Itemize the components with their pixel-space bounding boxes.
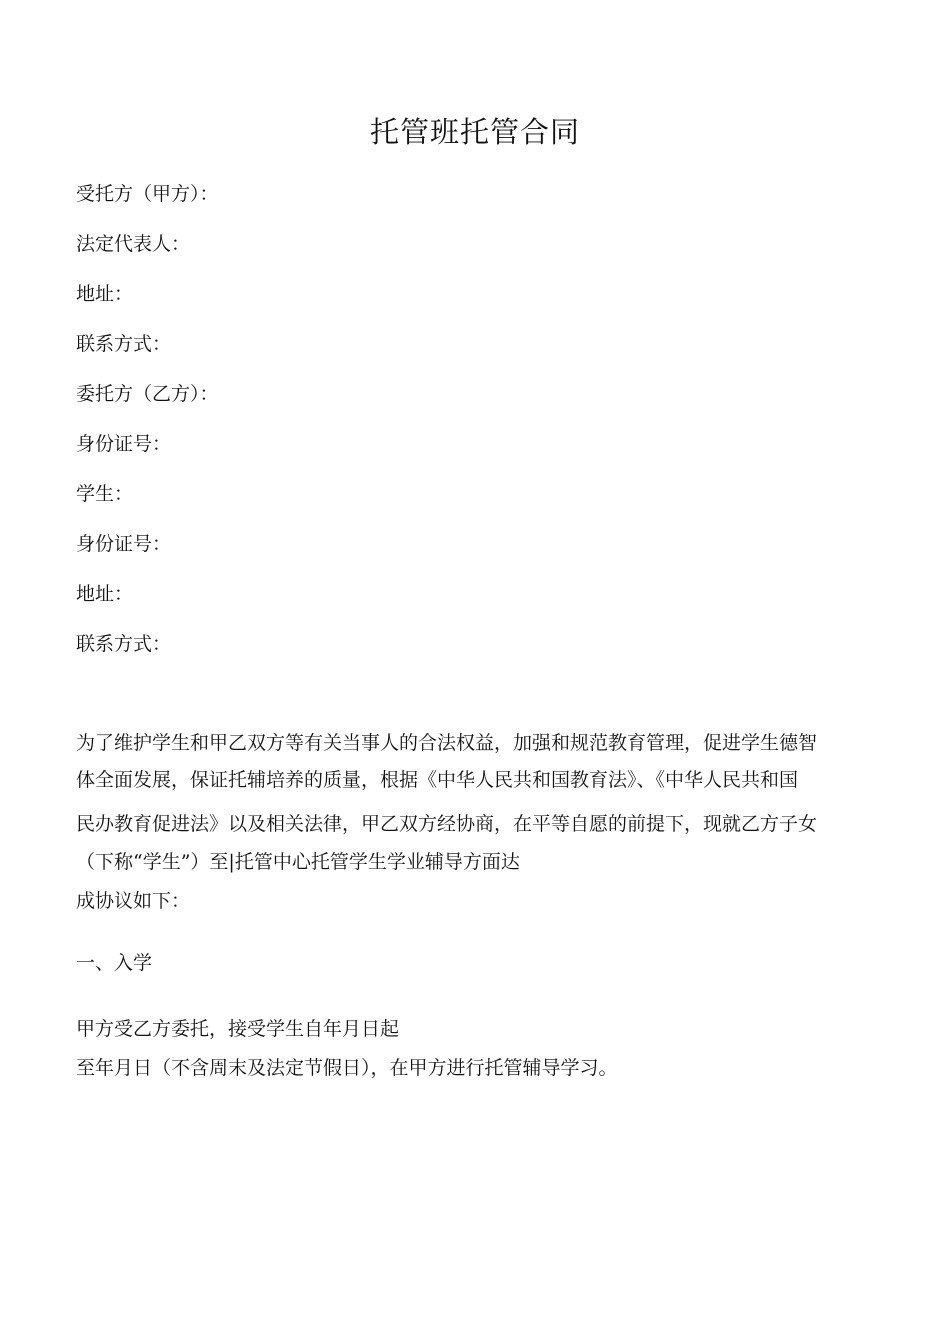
field-trustee-party-a: 受托方（甲方）： bbox=[76, 183, 219, 205]
field-legal-representative: 法定代表人： bbox=[76, 233, 191, 255]
preamble-line: 成协议如下： bbox=[76, 890, 191, 912]
section-line: 至年月日（不含周末及法定节假日），在甲方进行托管辅导学习。 bbox=[76, 1057, 618, 1079]
field-id-number-party-b: 身份证号： bbox=[76, 433, 172, 455]
field-address-party-b: 地址： bbox=[76, 583, 134, 605]
field-student: 学生： bbox=[76, 483, 134, 505]
section-heading-enrollment: 一、入学 bbox=[76, 952, 153, 974]
field-address-party-a: 地址： bbox=[76, 283, 134, 305]
field-client-party-b: 委托方（乙方）： bbox=[76, 383, 219, 405]
preamble-line: 民办教育促进法》以及相关法律，甲乙双方经协商，在平等自愿的前提下，现就乙方子女 bbox=[76, 813, 818, 835]
field-contact-party-b: 联系方式： bbox=[76, 633, 172, 655]
preamble-line: （下称“学生”）至|托管中心托管学生学业辅导方面达 bbox=[76, 851, 520, 873]
preamble-line: 体全面发展，保证托辅培养的质量，根据《中华人民共和国教育法》、《中华人民共和国 bbox=[76, 769, 799, 791]
preamble-line: 为了维护学生和甲乙双方等有关当事人的合法权益，加强和规范教育管理，促进学生德智 bbox=[76, 732, 818, 754]
field-contact-party-a: 联系方式： bbox=[76, 333, 172, 355]
document-title: 托管班托管合同 bbox=[369, 115, 580, 149]
section-line: 甲方受乙方委托，接受学生自年月日起 bbox=[76, 1018, 400, 1040]
field-id-number-student: 身份证号： bbox=[76, 533, 172, 555]
